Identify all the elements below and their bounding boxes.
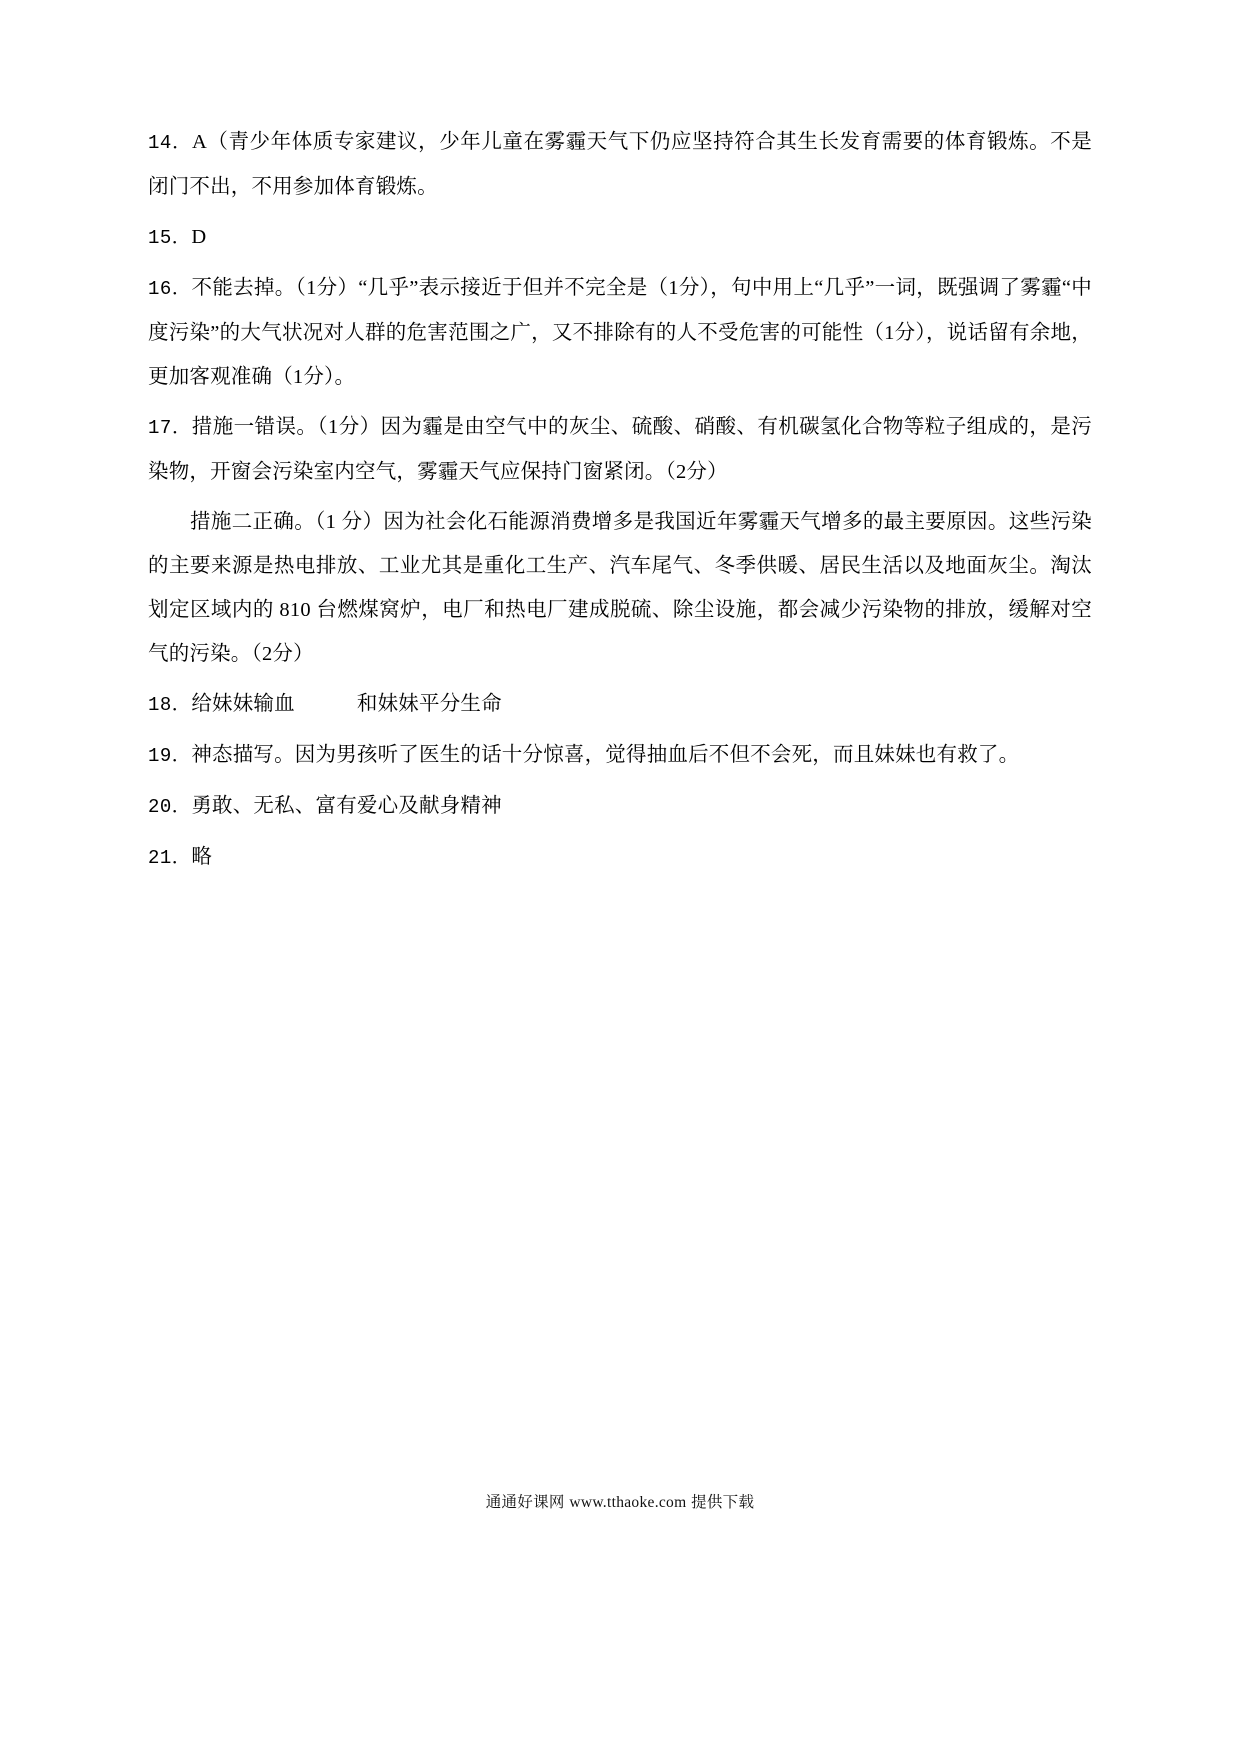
answer-item-17-continued xyxy=(148,500,1092,676)
answer-item-17 xyxy=(148,405,1092,494)
answer-item-15 xyxy=(148,215,1092,260)
answer-number: 21． xyxy=(148,847,192,869)
answer-number: 20． xyxy=(148,796,192,818)
answer-text: 措施二正确。（1 分）因为社会化石能源消费增多是我国近年雾霾天气增多的最主要原因。这些污染的主要来源是热电排放、工业尤其是重化工生产、汽车尾气、冬季供暖、居民生活以及地面灰尘。淘汰划定区域内的 810 台燃煤窝炉，电厂和热电厂建成脱硫、除尘设施，都会减少污染物的排放，缓解对空气的污染。（2分） xyxy=(148,511,1092,665)
answer-item-19 xyxy=(148,733,1092,778)
footer-site-name: 通通好课网 xyxy=(485,1494,565,1511)
answer-item-16 xyxy=(148,266,1092,399)
answer-list xyxy=(148,120,1092,880)
answer-number: 16． xyxy=(148,278,192,300)
answer-item-14 xyxy=(148,120,1092,209)
answer-number: 17． xyxy=(148,417,192,439)
answer-text: D xyxy=(191,226,207,248)
footer-suffix: 提供下载 xyxy=(691,1494,755,1511)
answer-number: 18． xyxy=(148,694,192,716)
answer-text: 勇敢、无私、富有爱心及献身精神 xyxy=(191,795,502,817)
answer-text: 不能去掉。（1分）“几乎”表示接近于但并不完全是（1分），句中用上“几乎”一词，既强调了雾霾“中度污染”的大气状况对人群的危害范围之广，又不排除有的人不受危害的可能性（1分），说话留有余地，更加客观准确（1分）。 xyxy=(148,277,1092,388)
answer-item-18 xyxy=(148,682,1092,727)
answer-text: 给妹妹输血 和妹妹平分生命 xyxy=(191,693,502,715)
answer-text: 神态描写。因为男孩听了医生的话十分惊喜，觉得抽血后不但不会死，而且妹妹也有救了。 xyxy=(191,744,1020,766)
footer-url: www.tthaoke.com xyxy=(569,1494,687,1511)
answer-number: 14． xyxy=(148,132,193,154)
page-footer xyxy=(0,1490,1240,1512)
answer-number: 19． xyxy=(148,745,192,767)
answer-item-20 xyxy=(148,784,1092,829)
answer-text: 措施一错误。（1分）因为霾是由空气中的灰尘、硫酸、硝酸、有机碳氢化合物等粒子组成的，是污染物，开窗会污染室内空气，雾霾天气应保持门窗紧闭。（2分） xyxy=(148,416,1092,483)
answer-text: 略 xyxy=(191,846,213,868)
answer-text: A（青少年体质专家建议，少年儿童在雾霾天气下仍应坚持符合其生长发育需要的体育锻炼。不是闭门不出，不用参加体育锻炼。 xyxy=(148,131,1092,198)
answer-number: 15． xyxy=(148,227,192,249)
answer-item-21 xyxy=(148,835,1092,880)
